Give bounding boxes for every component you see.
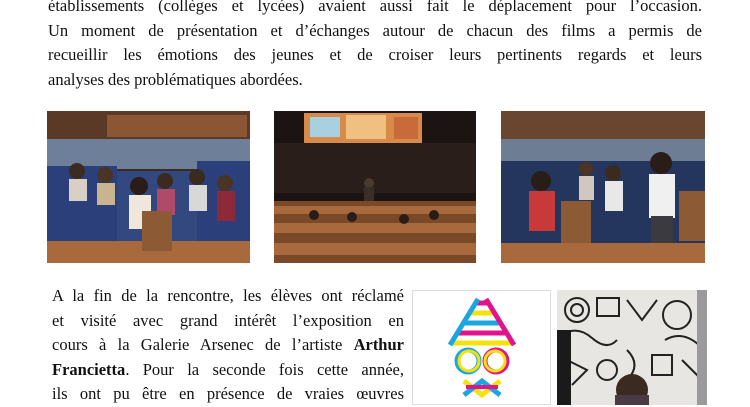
photo-audience-right [501, 111, 705, 263]
paragraph-line: établissements (collèges et lycées) avaient aussi fait le déplacement pour l’occasion. [48, 0, 702, 15]
paragraph-line [52, 333, 404, 358]
paragraph-line: recueillir les émotions des jeunes et de croiser leurs pertinents regards et leurs [48, 45, 702, 64]
photo-mural [557, 290, 707, 405]
paragraph-line: et visité avec grand intérêt l’exposition en [52, 310, 404, 330]
paragraph-line: analyses des problématiques abordées. [48, 69, 303, 89]
paragraph-intro [48, 0, 702, 92]
logo-artwork [412, 290, 551, 405]
photo-cinema-screen [274, 111, 476, 263]
paragraph-line: Un moment de présentation et d’échanges autour de chacun des films a permis de [48, 20, 702, 40]
photo-audience-left [47, 111, 250, 263]
paragraph-text: cours à la Galerie Arsenec de l’artiste [52, 335, 354, 354]
paragraph-line: ils ont pu être en présence de vraies œuvres [52, 384, 404, 403]
paragraph-exhibition [52, 284, 404, 407]
artist-name-last: Francietta [52, 359, 126, 379]
paragraph-line [52, 358, 404, 383]
artist-name-first: Arthur [353, 335, 404, 354]
paragraph-text: . Pour la seconde fois cette année, [125, 359, 404, 379]
paragraph-line: A la fin de la rencontre, les élèves ont réclamé [52, 286, 404, 305]
